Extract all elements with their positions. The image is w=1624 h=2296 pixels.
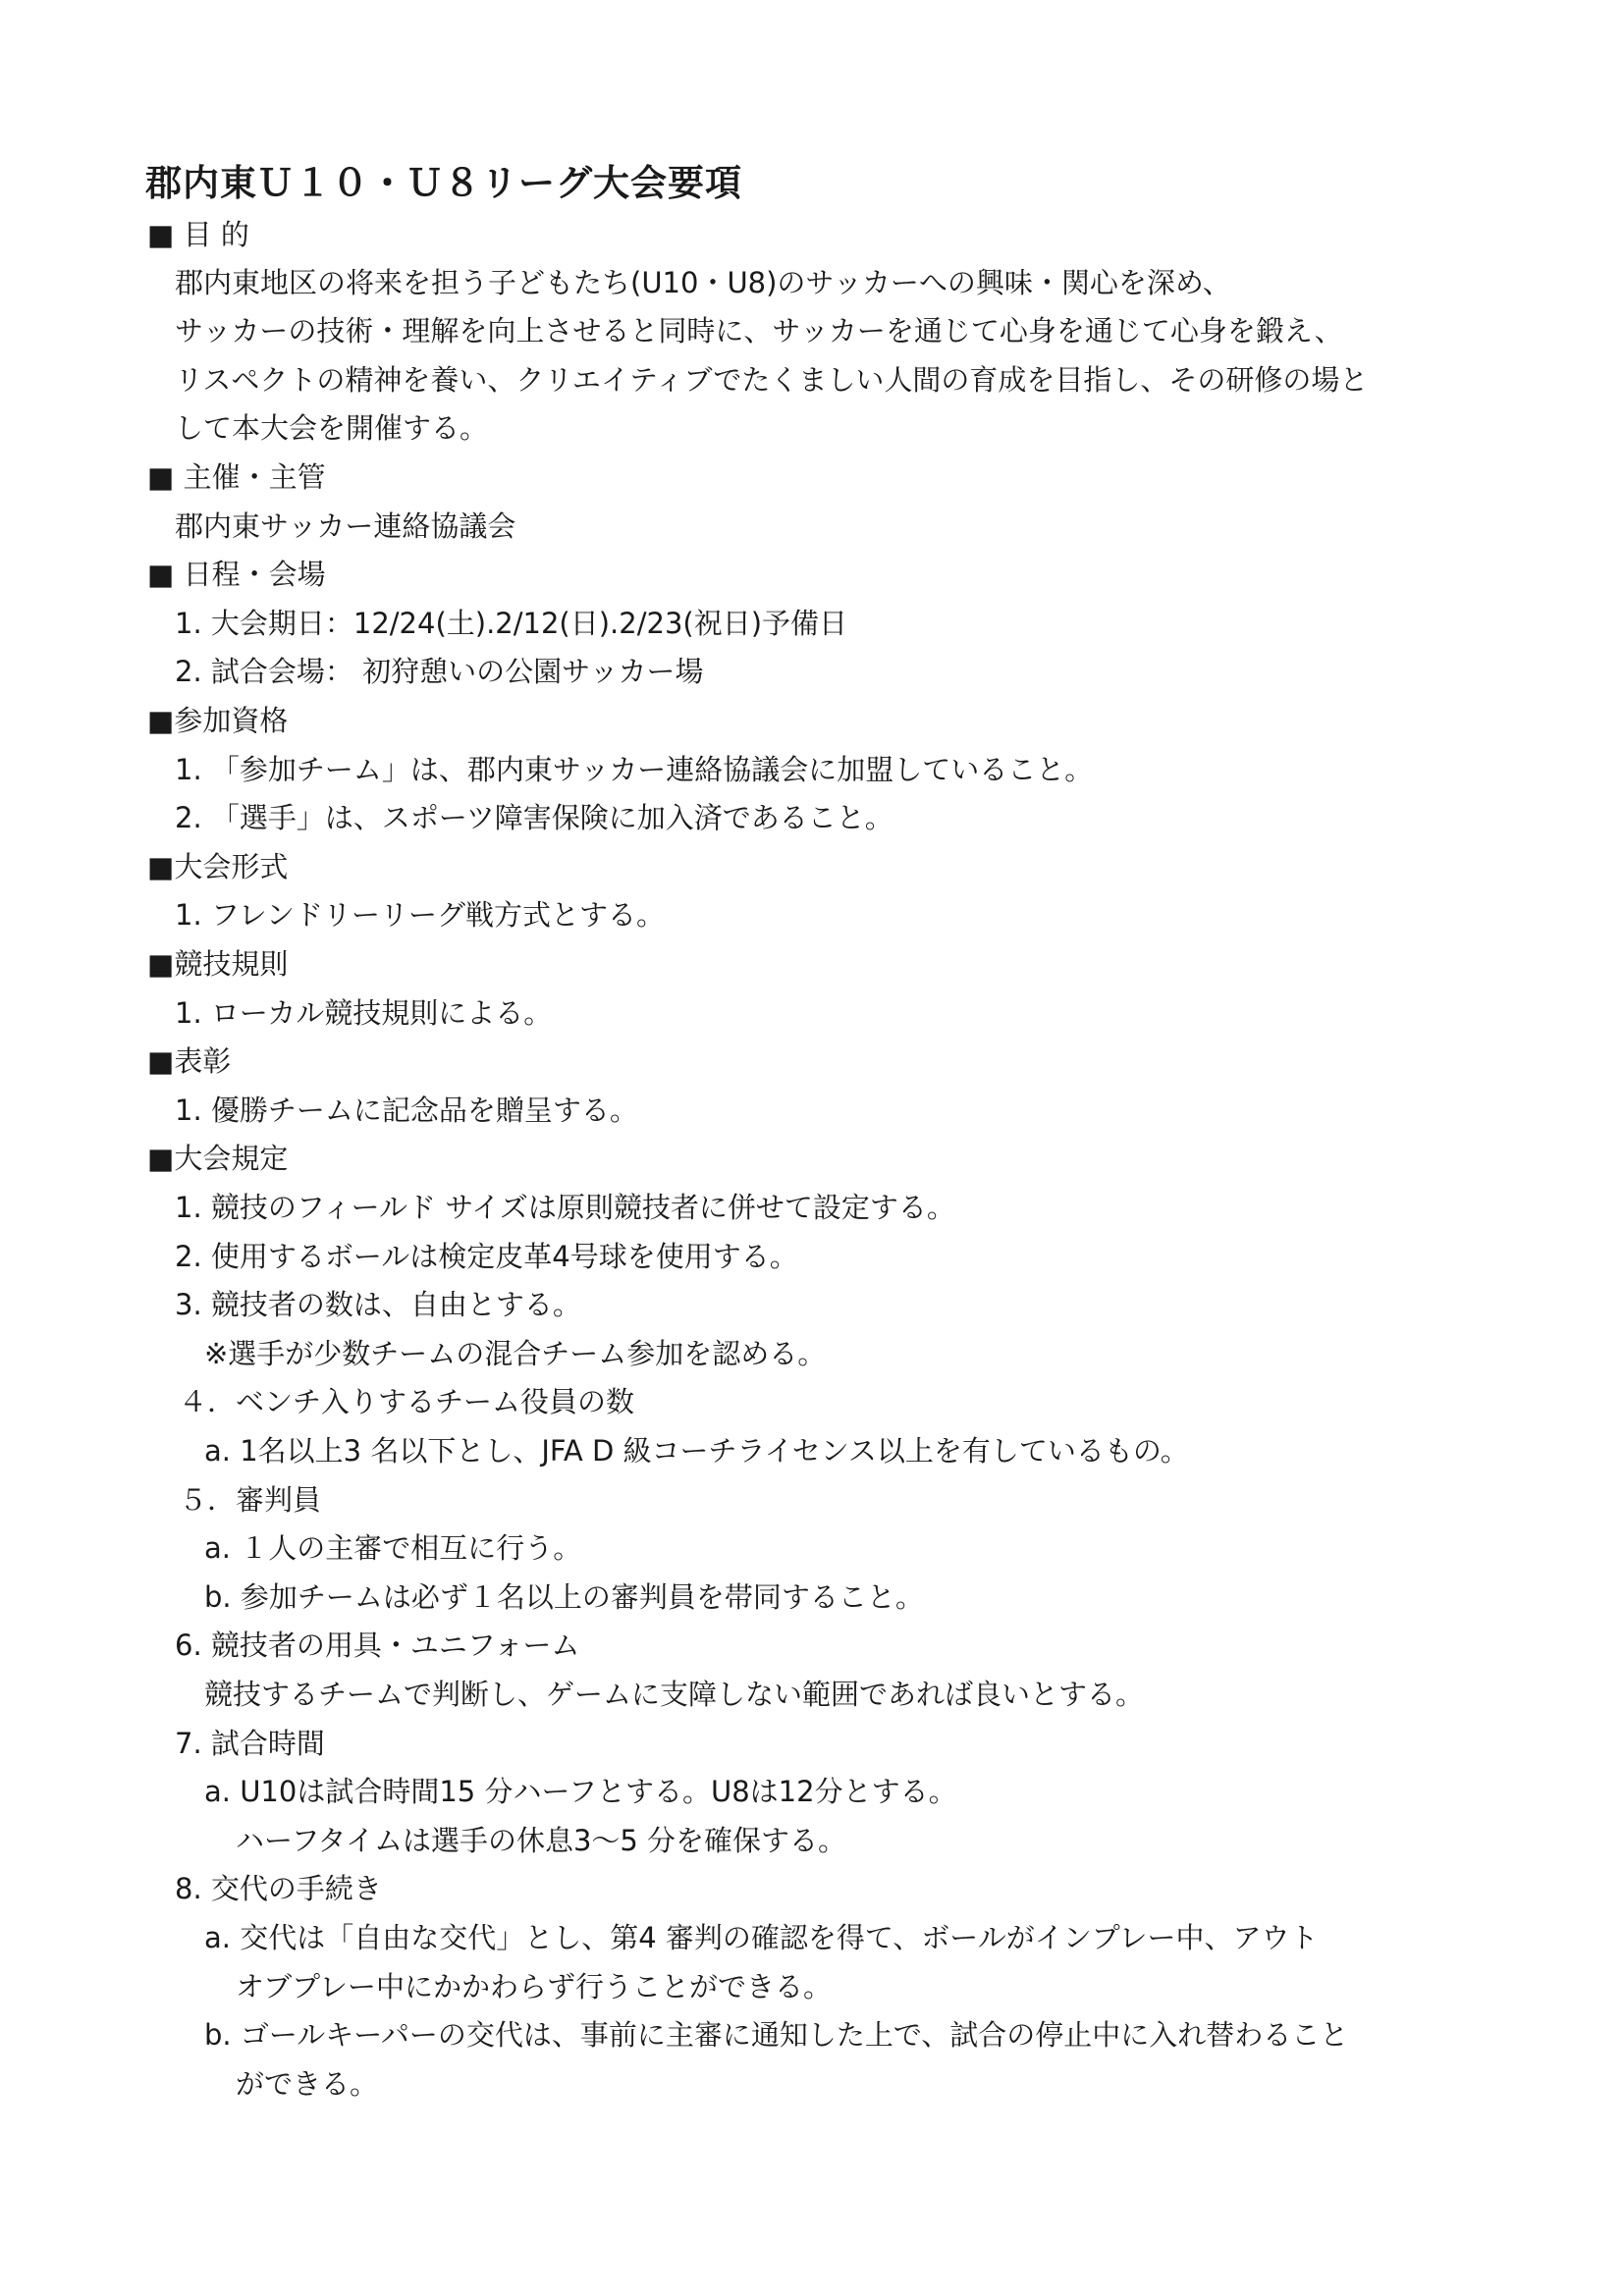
regulation-line: b. 参加チームは必ず１名以上の審判員を帯同すること。 (204, 1580, 924, 1614)
regulation-line: 3. 競技者の数は、自由とする。 (175, 1288, 581, 1321)
section-heading-schedule: ■ 日程・会場 (147, 558, 326, 591)
eligibility-item: 2. 「選手」は、スポーツ障害保険に加入済であること。 (175, 801, 893, 834)
organizer-name: 郡内東サッカー連絡協議会 (175, 509, 516, 543)
rules-item: 1. ローカル競技規則による。 (175, 996, 553, 1030)
regulation-line: ５．審判員 (179, 1483, 322, 1517)
purpose-line: サッカーの技術・理解を向上させると同時に、サッカーを通じて心身を通じて心身を鍛え、 (175, 314, 1343, 347)
regulation-line: 7. 試合時間 (175, 1727, 325, 1760)
regulation-line: オブプレー中にかかわらず行うことができる。 (236, 1970, 832, 2003)
section-heading-regulations: ■大会規定 (147, 1142, 289, 1175)
regulation-line: b. ゴールキーパーの交代は、事前に主審に通知した上で、試合の停止中に入れ替わること (204, 2018, 1349, 2052)
regulation-line: 競技するチームで判断し、ゲームに支障しない範囲であれば良いとする。 (204, 1678, 1145, 1711)
regulation-line: a. １人の主審で相互に行う。 (204, 1531, 582, 1565)
format-item: 1. フレンドリーリーグ戦方式とする。 (175, 898, 666, 932)
purpose-line: 郡内東地区の将来を担う子どもたち(U10・U8)のサッカーへの興味・関心を深め、 (175, 266, 1231, 299)
regulation-line: a. 交代は「自由な交代」とし、第4 審判の確認を得て、ボールがインプレー中、アウト (204, 1921, 1319, 1954)
purpose-line: して本大会を開催する。 (175, 411, 489, 445)
section-heading-awards: ■表彰 (147, 1044, 232, 1078)
awards-item: 1. 優勝チームに記念品を贈呈する。 (175, 1094, 638, 1127)
section-heading-rules: ■競技規則 (147, 947, 289, 981)
regulation-line: ※選手が少数チームの混合チーム参加を認める。 (204, 1337, 827, 1370)
section-heading-organizer: ■ 主催・主管 (147, 460, 326, 494)
section-heading-eligibility: ■参加資格 (147, 704, 289, 737)
regulation-line: 2. 使用するボールは検定皮革4号球を使用する。 (175, 1240, 798, 1273)
schedule-item: 1. 大会期日：12/24(土).2/12(日).2/23(祝日)予備日 (175, 607, 848, 640)
eligibility-item: 1. 「参加チーム」は、郡内東サッカー連絡協議会に加盟していること。 (175, 753, 1094, 786)
regulation-line: ハーフタイムは選手の休息3～5 分を確保する。 (236, 1824, 847, 1857)
regulation-line: ４．ベンチ入りするチーム役員の数 (179, 1385, 635, 1418)
document-title: 郡内東Ｕ１０・Ｕ８リーグ大会要項 (145, 162, 742, 204)
section-heading-format: ■大会形式 (147, 850, 289, 883)
section-heading-purpose: ■ 目 的 (147, 218, 249, 251)
purpose-line: リスペクトの精神を養い、クリエイティブでたくましい人間の育成を目指し、その研修の場と (175, 363, 1369, 397)
regulation-line: ができる。 (236, 2067, 379, 2101)
regulation-line: 6. 競技者の用具・ユニフォーム (175, 1629, 580, 1662)
regulation-line: a. U10は試合時間15 分ハーフとする。U8は12分とする。 (204, 1775, 957, 1808)
regulation-line: 1. 競技のフィールド サイズは原則競技者に併せて設定する。 (175, 1191, 955, 1224)
regulation-line: 8. 交代の手続き (175, 1872, 382, 1905)
schedule-item: 2. 試合会場： 初狩憩いの公園サッカー場 (175, 655, 704, 688)
regulation-line: a. 1名以上3 名以下とし、JFA D 級コーチライセンス以上を有しているもの。 (204, 1434, 1189, 1468)
